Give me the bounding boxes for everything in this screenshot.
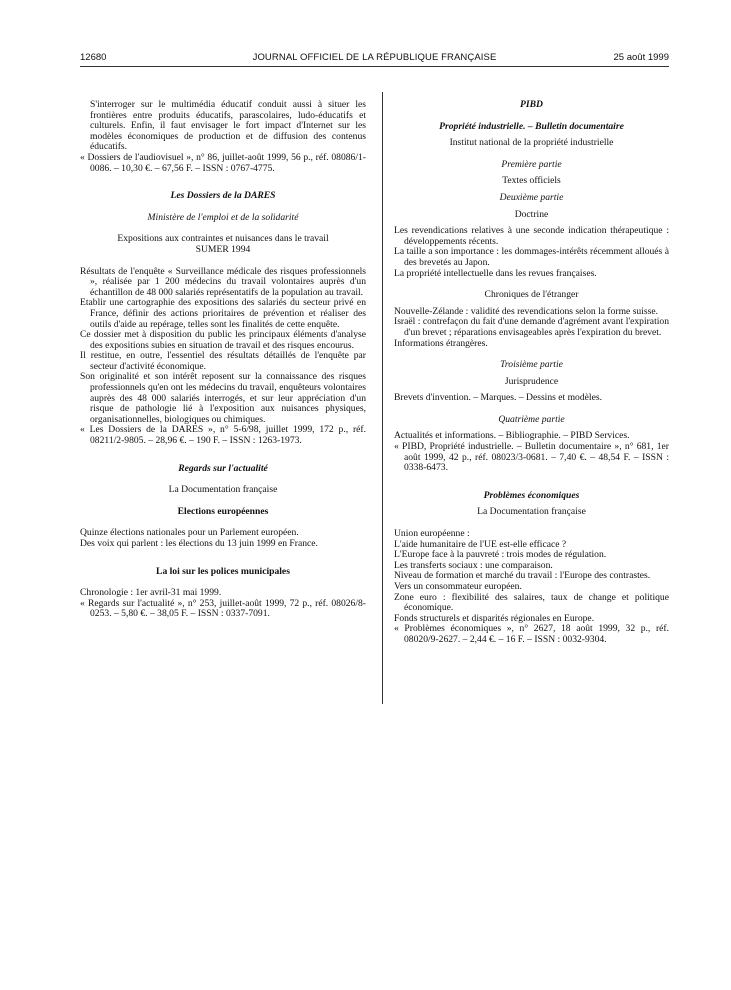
column-divider: [382, 92, 383, 704]
list-item: Union européenne :: [394, 528, 470, 540]
part1-title: Première partie: [501, 158, 562, 170]
list-item: Israël : contrefaçon du fait d'une demande d'agrément avant l'expiration d'un brevet ; réparations envisageables après l'expiration du brevet.: [394, 316, 669, 338]
pibd-title: PIBD: [520, 99, 543, 110]
list-item: Niveau de formation et marché du travail : l'Europe des contrastes.: [394, 570, 651, 582]
list-item: La taille a son importance : les dommages-intérêts récemment alloués à des brevetés au Japon.: [394, 246, 669, 268]
list-item: Etablir une cartographie des expositions des salariés du secteur privé en France, définir des actions prioritaires de prévention et réaliser des outils d'aide au repérage, telles sont les finalités de cette enquête.: [80, 297, 366, 330]
journal-title: JOURNAL OFFICIEL DE LA RÉPUBLIQUE FRANÇAISE: [252, 52, 497, 63]
right-column: [394, 100, 669, 646]
dares-ministry: Ministère de l'emploi et de la solidarité: [147, 211, 299, 223]
regards-title: Regards sur l'actualité: [178, 462, 268, 474]
list-item: Il restitue, en outre, l'essentiel des résultats détaillés de l'enquête par secteur d'activité économique.: [80, 350, 366, 372]
intro-reference: « Dossiers de l'audiovisuel », n° 86, juillet-août 1999, 56 p., réf. 08086/1-0086. – 10,30 €. – 67,56 F. – ISSN : 0767-4775.: [80, 151, 366, 174]
list-item: La propriété intellectuelle dans les revues françaises.: [394, 267, 597, 279]
list-item: Résultats de l'enquête « Surveillance médicale des risques professionnels », réalisée par 1 200 médecins du travail volontaires auprès d'un échantillon de 48 000 salariés représentatifs de la population au travail.: [80, 265, 366, 298]
page-number: 12680: [80, 52, 107, 63]
list-item: Fonds structurels et disparités régionales en Europe.: [394, 612, 595, 624]
pe-reference: « Problèmes économiques », n° 2627, 18 août 1999, 32 p., réf. 08020/9-2627. – 2,44 €. – 16 F. – ISSN : 0032-9304.: [394, 623, 669, 645]
issue-date: 25 août 1999: [613, 52, 669, 63]
header-rule: [80, 66, 669, 67]
regards-reference: « Regards sur l'actualité », n° 253, juillet-août 1999, 72 p., réf. 08026/8-0253. – 5,80 €. – 38,05 F. – ISSN : 0337-7091.: [80, 597, 366, 620]
list-item: Vers un consommateur européen.: [394, 581, 522, 592]
polices-title: La loi sur les polices municipales: [156, 565, 290, 577]
dares-subtitle-1: Expositions aux contraintes et nuisances dans le travail: [117, 233, 329, 245]
part3-items: Brevets d'invention. – Marques. – Dessins et modèles.: [394, 392, 602, 404]
part4-title: Quatrième partie: [498, 413, 565, 425]
pibd-reference: « PIBD, Propriété industrielle. – Bulletin documentaire », n° 681, 1er août 1999, 42 p., réf. 08023/3-0681. – 7,40 €. – 48,54 F. – ISSN : 0338-6473.: [394, 441, 669, 474]
pe-title: Problèmes économiques: [483, 489, 580, 501]
pe-publisher: La Documentation française: [477, 506, 586, 518]
part2-title: Deuxième partie: [499, 191, 564, 203]
page-header: [80, 52, 669, 66]
list-item: Des voix qui parlent : les élections du 13 juin 1999 en France.: [80, 538, 318, 549]
intro-paragraph: S'interroger sur le multimédia éducatif conduit aussi à situer les frontières entre produits éducatifs, parascolaires, ludo-éducatifs et culturels. Enfin, il faut envisager le fort impact d'Internet sur les modèles économiques de production et de diffusion des contenus éducatifs.: [90, 99, 366, 153]
dares-subtitle-2: SUMER 1994: [195, 243, 251, 255]
chronologie: Chronologie : 1er avril-31 mai 1999.: [80, 587, 222, 599]
list-item: Ce dossier met à disposition du public les principaux éléments d'analyse des expositions subies en situation de travail et des risques encourus.: [80, 329, 366, 351]
list-item: L'Europe face à la pauvreté : trois modes de régulation.: [394, 549, 607, 561]
left-column: [80, 100, 366, 620]
list-item: Son originalité et son intérêt reposent sur la connaissance des risques professionnels qu'en ont les médecins du travail, enquêteurs volontaires auprès des 48 000 salariés interrogés, et sur leur appréciation d'un risque de pathologie lié à l'exposition aux nuisances physiques, organisationnelles, biologiques ou chimiques.: [80, 371, 366, 425]
chroniques-title: Chroniques de l'étranger: [484, 289, 579, 301]
list-item: Quinze élections nationales pour un Parlement européen.: [80, 527, 299, 539]
list-item: Les transferts sociaux : une comparaison.: [394, 559, 553, 571]
pibd-subtitle: Propriété industrielle. – Bulletin documentaire: [439, 120, 624, 132]
list-item: Les revendications relatives à une seconde indication thérapeutique : développements récents.: [394, 225, 669, 247]
part2-content: Doctrine: [514, 208, 549, 220]
dares-reference: « Les Dossiers de la DARES », n° 5-6/98, juillet 1999, 172 p., réf. 08211/2-9805. – 28,96 €. – 190 F. – ISSN : 1263-1973.: [80, 424, 366, 447]
pibd-institute: Institut national de la propriété industrielle: [449, 137, 614, 149]
part4-items: Actualités et informations. – Bibliographie. – PIBD Services.: [394, 430, 630, 442]
part3-title: Troisième partie: [500, 359, 563, 371]
regards-publisher: La Documentation française: [168, 484, 278, 496]
list-item: Nouvelle-Zélande : validité des revendications selon la forme suisse.: [394, 305, 659, 317]
dares-title: Les Dossiers de la DARES: [170, 190, 276, 202]
list-item: L'aide humanitaire de l'UE est-elle efficace ?: [394, 538, 567, 550]
part1-content: Textes officiels: [502, 175, 561, 187]
part3-content: Jurisprudence: [504, 375, 559, 387]
elections-title: Elections européennes: [177, 505, 269, 517]
list-item: Zone euro : flexibilité des salaires, taux de change et politique économique.: [394, 591, 669, 614]
list-item: Informations étrangères.: [394, 337, 488, 349]
